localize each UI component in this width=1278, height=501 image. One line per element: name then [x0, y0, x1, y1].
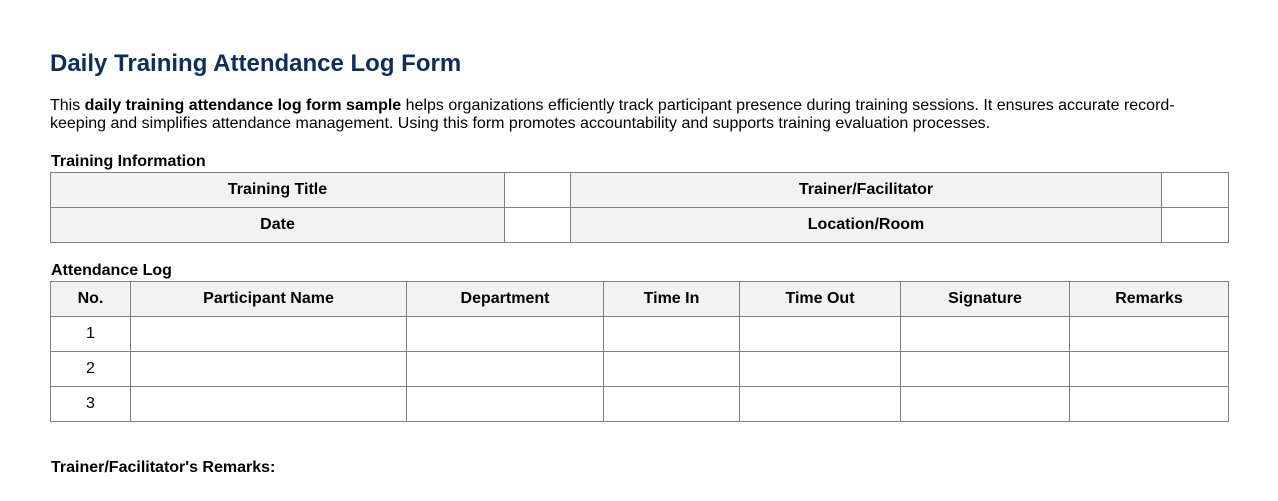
participant-name-cell[interactable]: [131, 387, 407, 422]
trainer-remarks-label: Trainer/Facilitator's Remarks:: [51, 459, 276, 476]
remarks-cell[interactable]: [1070, 387, 1229, 422]
col-header-remarks: Remarks: [1070, 282, 1229, 317]
time-in-cell[interactable]: [604, 317, 740, 352]
department-cell[interactable]: [407, 317, 604, 352]
training-info-row: [51, 208, 1229, 243]
location-room-field[interactable]: [1162, 208, 1229, 243]
remarks-cell[interactable]: [1070, 317, 1229, 352]
table-row: [51, 317, 1229, 352]
date-field[interactable]: [505, 208, 571, 243]
intro-bold-phrase: daily training attendance log form sample: [84, 97, 402, 114]
training-title-field[interactable]: [505, 173, 571, 208]
attendance-log-table: [50, 281, 1229, 422]
remarks-cell[interactable]: [1070, 352, 1229, 387]
department-cell[interactable]: [407, 387, 604, 422]
date-label: Date: [51, 208, 505, 243]
intro-prefix: This: [50, 97, 85, 114]
col-header-signature: Signature: [901, 282, 1070, 317]
time-out-cell[interactable]: [740, 387, 901, 422]
signature-cell[interactable]: [901, 387, 1070, 422]
participant-name-cell[interactable]: [131, 317, 407, 352]
intro-paragraph: [50, 97, 1190, 133]
row-number: 3: [51, 387, 131, 422]
table-row: [51, 387, 1229, 422]
col-header-department: Department: [407, 282, 604, 317]
col-header-participant-name: Participant Name: [131, 282, 407, 317]
col-header-no: No.: [51, 282, 131, 317]
attendance-header-row: [51, 282, 1229, 317]
training-info-label: Training Information: [51, 153, 206, 170]
table-row: [51, 352, 1229, 387]
col-header-time-out: Time Out: [740, 282, 901, 317]
trainer-facilitator-label: Trainer/Facilitator: [571, 173, 1162, 208]
form-title: Daily Training Attendance Log Form: [50, 50, 462, 77]
department-cell[interactable]: [407, 352, 604, 387]
location-room-label: Location/Room: [571, 208, 1162, 243]
training-info-table: [50, 172, 1229, 243]
training-info-row: [51, 173, 1229, 208]
training-title-label: Training Title: [51, 173, 505, 208]
signature-cell[interactable]: [901, 352, 1070, 387]
time-in-cell[interactable]: [604, 352, 740, 387]
attendance-log-label: Attendance Log: [51, 262, 172, 279]
col-header-time-in: Time In: [604, 282, 740, 317]
row-number: 2: [51, 352, 131, 387]
row-number: 1: [51, 317, 131, 352]
trainer-facilitator-field[interactable]: [1162, 173, 1229, 208]
signature-cell[interactable]: [901, 317, 1070, 352]
time-out-cell[interactable]: [740, 352, 901, 387]
time-out-cell[interactable]: [740, 317, 901, 352]
time-in-cell[interactable]: [604, 387, 740, 422]
participant-name-cell[interactable]: [131, 352, 407, 387]
intro-suffix: helps organizations efficiently track participant presence during training sessions. It ensures accurate record-keeping and simplifies attendance management. Using this form promotes accountability and supports training evaluation processes.: [50, 97, 1175, 132]
